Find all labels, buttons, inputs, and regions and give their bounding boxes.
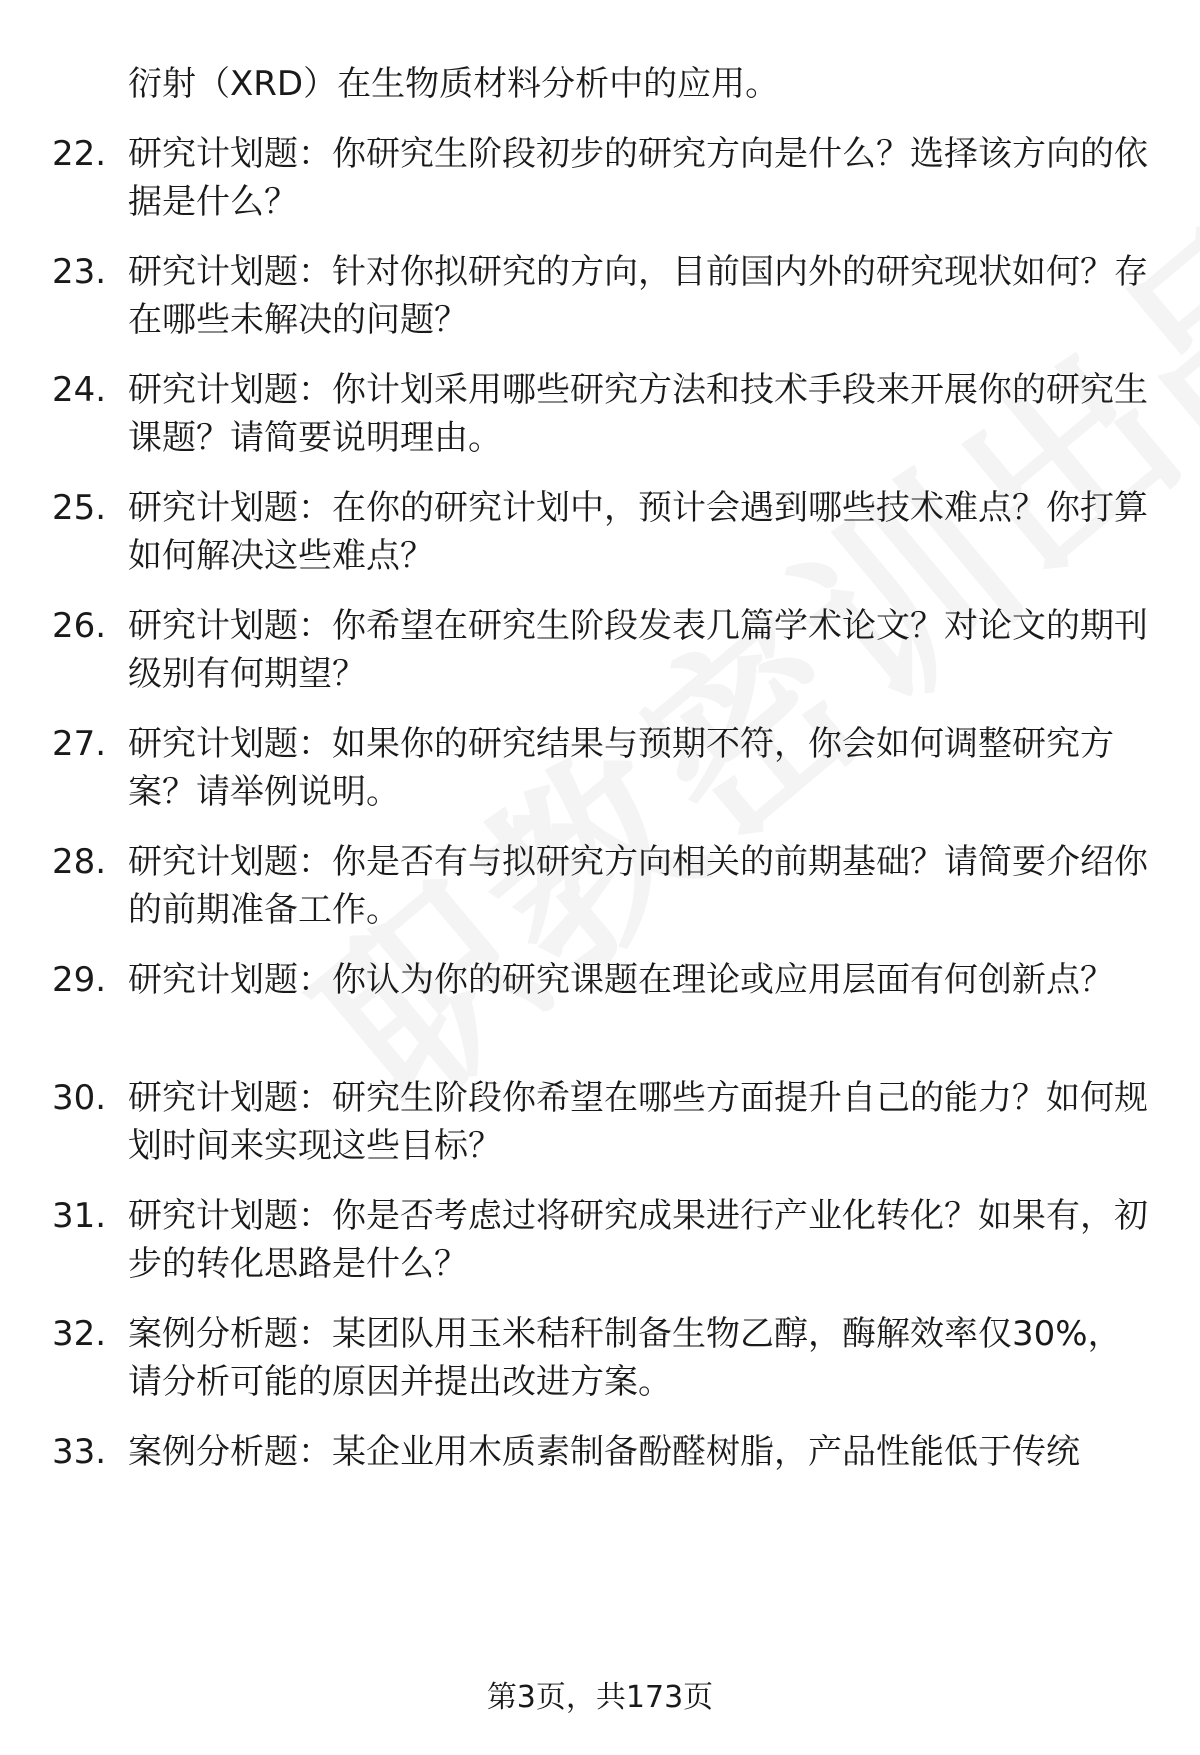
item-text: 案例分析题：某团队用玉米秸秆制备生物乙醇，酶解效率仅30%，请分析可能的原因并提出改进方案。 [128, 1314, 1122, 1402]
item-number: 29. [52, 960, 107, 1000]
item-number: 31. [52, 1196, 107, 1236]
item-number: 23. [52, 252, 107, 292]
item-number: 27. [52, 724, 107, 764]
item-number: 25. [52, 488, 107, 528]
item-number: 24. [52, 370, 107, 410]
item-text: 研究计划题：在你的研究计划中，预计会遇到哪些技术难点？你打算如何解决这些难点？ [128, 488, 1148, 576]
item-text: 研究计划题：你希望在研究生阶段发表几篇学术论文？对论文的期刊级别有何期望？ [128, 606, 1148, 694]
item-text: 研究计划题：你研究生阶段初步的研究方向是什么？选择该方向的依据是什么？ [128, 134, 1148, 222]
page-number-footer: 第3页，共173页 [486, 1680, 714, 1715]
item-number: 30. [52, 1078, 107, 1118]
item-text: 研究计划题：你认为你的研究课题在理论或应用层面有何创新点？ [128, 960, 1114, 1000]
item-number: 32. [52, 1314, 107, 1354]
item-text: 案例分析题：某企业用木质素制备酚醛树脂，产品性能低于传统 [128, 1432, 1080, 1472]
item-text: 研究计划题：研究生阶段你希望在哪些方面提升自己的能力？如何规划时间来实现这些目标？ [128, 1078, 1148, 1166]
item-text: 研究计划题：你是否考虑过将研究成果进行产业化转化？如果有，初步的转化思路是什么？ [128, 1196, 1148, 1284]
item-number: 28. [52, 842, 107, 882]
item-text: 研究计划题：如果你的研究结果与预期不符，你会如何调整研究方案？请举例说明。 [128, 724, 1114, 812]
item-number: 33. [52, 1432, 107, 1472]
item-number: 22. [52, 134, 107, 174]
item-text: 研究计划题：你是否有与拟研究方向相关的前期基础？请简要介绍你的前期准备工作。 [128, 842, 1148, 930]
item-text: 研究计划题：针对你拟研究的方向，目前国内外的研究现状如何？存在哪些未解决的问题？ [128, 252, 1148, 340]
continuation-text: 衍射（XRD）在生物质材料分析中的应用。 [128, 64, 780, 104]
item-number: 26. [52, 606, 107, 646]
item-text: 研究计划题：你计划采用哪些研究方法和技术手段来开展你的研究生课题？请简要说明理由。 [128, 370, 1148, 458]
